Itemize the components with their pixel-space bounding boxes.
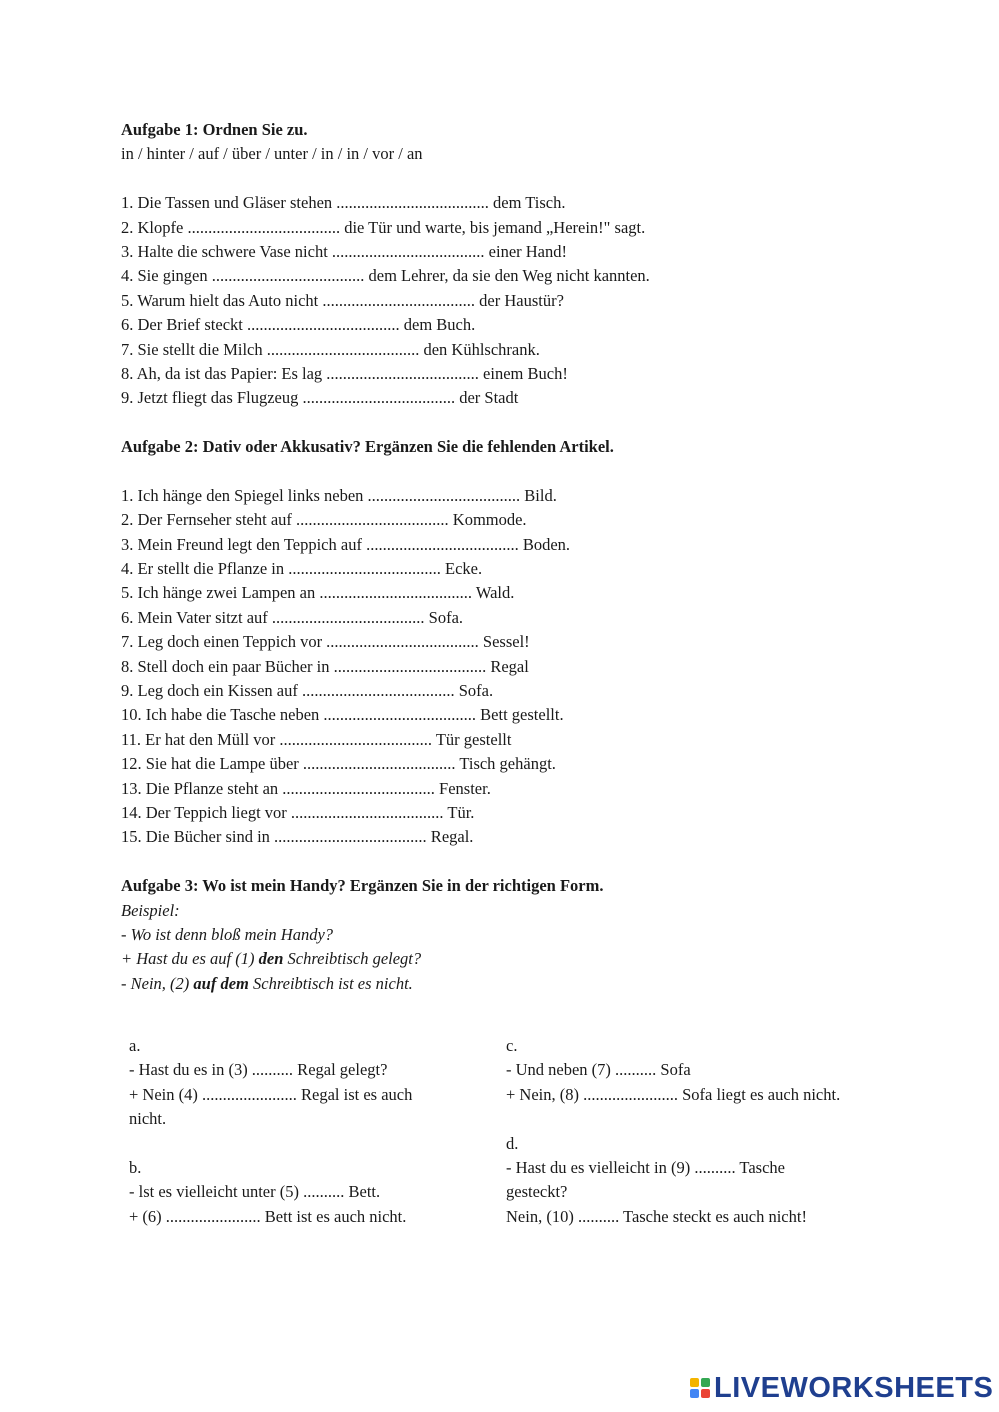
task1-title: Aufgabe 1: Ordnen Sie zu. <box>121 120 308 139</box>
dialogue-column-right <box>506 1034 906 1229</box>
task1-item-8: 8. Ah, da ist das Papier: Es lag ..................................... einem Buch! <box>121 363 568 383</box>
task3-title: Aufgabe 3: Wo ist mein Handy? Ergänzen Sie in der richtigen Form. <box>121 876 604 896</box>
dialogue-c-line-1: - Und neben (7) .......... Sofa <box>506 1060 691 1080</box>
liveworksheets-logo <box>690 1371 994 1404</box>
dialogue-b-label: b. <box>129 1157 142 1177</box>
dialogue-c-label: c. <box>506 1036 518 1055</box>
task2-list <box>121 484 901 850</box>
task2-title: Aufgabe 2: Dativ oder Akkusativ? Ergänzen Sie die fehlenden Artikel. <box>121 437 614 457</box>
logo-square-2 <box>701 1378 710 1387</box>
task1-item-7: 7. Sie stellt die Milch ..................................... den Kühlschrank. <box>121 339 540 359</box>
dialogue-a-label: a. <box>129 1036 141 1055</box>
dialogue-b-line-1: - lst es vielleicht unter (5) .......... Bett. <box>129 1182 381 1202</box>
task2-item-14: 14. Der Teppich liegt vor ..................................... Tür. <box>121 802 475 822</box>
task2-item-5: 5. Ich hänge zwei Lampen an ..................................... Wald. <box>121 583 515 603</box>
task1-list <box>121 191 901 411</box>
task1-item-5: 5. Warum hielt das Auto nicht ..................................... der Haustür? <box>121 290 564 310</box>
logo-text: LIVEWORKSHEETS <box>714 1371 994 1404</box>
task2-item-1: 1. Ich hänge den Spiegel links neben ..................................... Bild. <box>121 485 557 505</box>
task2-item-2: 2. Der Fernseher steht auf ..................................... Kommode. <box>121 510 527 530</box>
worksheet <box>121 118 901 996</box>
task2-item-11: 11. Er hat den Müll vor ..................................... Tür gestellt <box>121 729 512 749</box>
logo-square-4 <box>701 1389 710 1398</box>
task2-item-3: 3. Mein Freund legt den Teppich auf ..................................... Boden. <box>121 534 571 554</box>
example-line-3: - Nein, (2) auf dem Schreibtisch ist es nicht. <box>121 973 413 993</box>
task1-item-2: 2. Klopfe ..................................... die Tür und warte, bis jemand „Herein!" sagt. <box>121 217 646 237</box>
dialogue-a-line-1: - Hast du es in (3) .......... Regal gelegt? <box>129 1060 388 1080</box>
task1-item-3: 3. Halte die schwere Vase nicht ..................................... einer Hand! <box>121 241 567 261</box>
dialogue-b-line-2: + (6) ....................... Bett ist es auch nicht. <box>129 1206 407 1226</box>
logo-square-3 <box>690 1389 699 1398</box>
task1-item-6: 6. Der Brief steckt ..................................... dem Buch. <box>121 315 476 335</box>
example-line-1: - Wo ist denn bloß mein Handy? <box>121 924 334 944</box>
task2-item-4: 4. Er stellt die Pflanze in ..................................... Ecke. <box>121 559 483 579</box>
task1-item-1: 1. Die Tassen und Gläser stehen ..................................... dem Tisch. <box>121 193 566 213</box>
dialogue-d-line-1: - Hast du es vielleicht in (9) .......... Tasche <box>506 1157 785 1177</box>
task2-item-12: 12. Sie hat die Lampe über ..................................... Tisch gehängt. <box>121 754 556 774</box>
logo-icon <box>690 1378 710 1398</box>
task2-item-8: 8. Stell doch ein paar Bücher in ..................................... Regal <box>121 656 529 676</box>
example-label: Beispiel: <box>121 900 180 920</box>
task2-item-7: 7. Leg doch einen Teppich vor ..................................... Sessel! <box>121 632 530 652</box>
task1-word-bank: in / hinter / auf / über / unter / in / in / vor / an <box>121 144 423 164</box>
task2-item-9: 9. Leg doch ein Kissen auf ..................................... Sofa. <box>121 680 494 700</box>
dialogue-d-line-2: gesteckt? <box>506 1182 568 1202</box>
logo-square-1 <box>690 1378 699 1387</box>
task2-item-13: 13. Die Pflanze steht an ..................................... Fenster. <box>121 778 491 798</box>
dialogue-c-line-2: + Nein, (8) ....................... Sofa liegt es auch nicht. <box>506 1084 841 1104</box>
task2-item-15: 15. Die Bücher sind in ..................................... Regal. <box>121 827 474 847</box>
dialogue-a-line-2: + Nein (4) ....................... Regal ist es auch <box>129 1084 413 1104</box>
dialogue-d-line-3: Nein, (10) .......... Tasche steckt es auch nicht! <box>506 1206 807 1226</box>
example-line-2: + Hast du es auf (1) den Schreibtisch gelegt? <box>121 949 422 969</box>
task1-item-9: 9. Jetzt fliegt das Flugzeug ..................................... der Stadt <box>121 388 519 408</box>
task2-item-10: 10. Ich habe die Tasche neben ..................................... Bett gestellt. <box>121 705 564 725</box>
dialogue-column-left <box>129 1034 459 1229</box>
task2-item-6: 6. Mein Vater sitzt auf ..................................... Sofa. <box>121 607 464 627</box>
dialogue-d-label: d. <box>506 1133 519 1153</box>
dialogue-a-line-3: nicht. <box>129 1109 167 1129</box>
task1-item-4: 4. Sie gingen ..................................... dem Lehrer, da sie den Weg nicht kannten. <box>121 266 650 286</box>
